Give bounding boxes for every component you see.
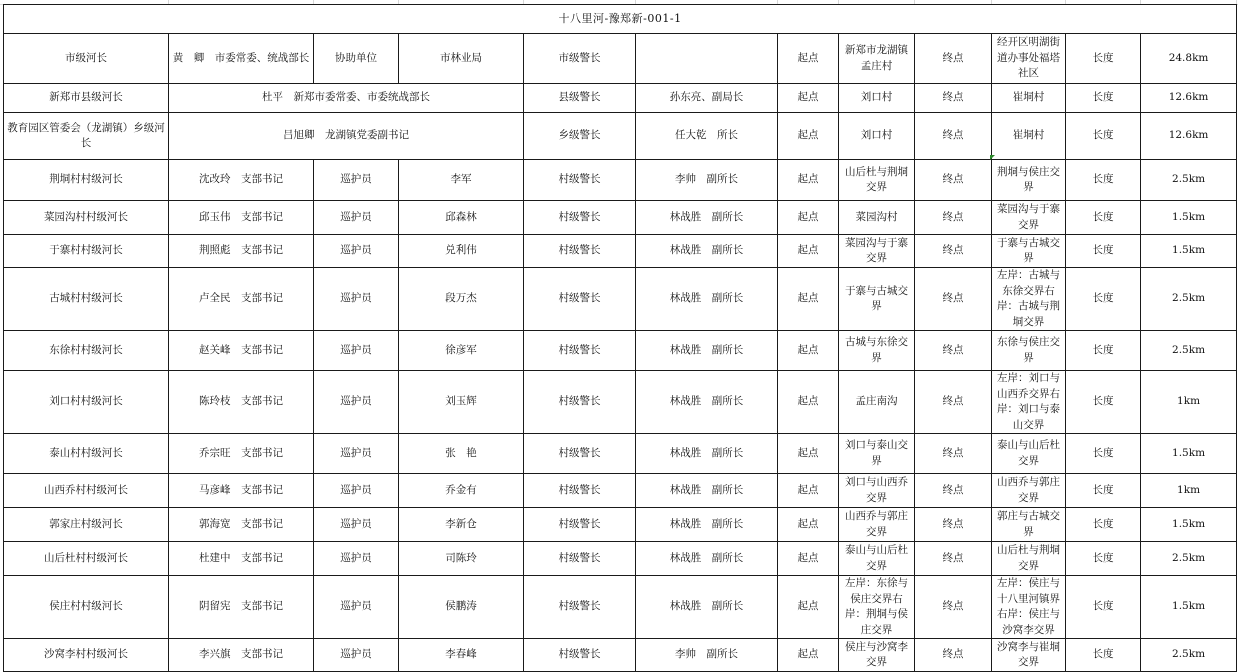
table-row [4,639,1237,672]
village-secretary: 郭海宽 支部书记 [169,508,314,542]
village-start: 左岸：东徐与侯庄交界右岸：荆垌与侯庄交界 [839,576,915,639]
river-chief-table [3,4,1237,672]
start-label: 起点 [778,235,839,268]
village-patroller: 兑利伟 [399,235,524,268]
village-end: 左岸：刘口与山西乔交界右岸：刘口与泰山交界 [992,371,1066,434]
village-secretary: 马彦峰 支部书记 [169,474,314,508]
end-label: 终点 [915,331,992,371]
village-length: 2.5km [1141,542,1237,576]
village-police-role: 村级警长 [524,508,636,542]
end-label: 终点 [915,434,992,474]
township-person: 吕旭卿 龙湖镇党委副书记 [169,113,524,160]
start-label: 起点 [778,34,839,84]
patrol-label: 巡护员 [314,268,399,331]
village-end: 左岸：侯庄与十八里河镇界右岸：侯庄与沙窝李交界 [992,576,1066,639]
county-length: 12.6km [1141,84,1237,113]
village-role: 侯庄村村级河长 [4,576,169,639]
village-secretary: 邱玉伟 支部书记 [169,201,314,235]
county-police-role: 县级警长 [524,84,636,113]
county-police-person: 孙东亮、副局长 [636,84,778,113]
village-police-person: 林战胜 副所长 [636,508,778,542]
length-label: 长度 [1066,434,1141,474]
village-start: 刘口与山西乔交界 [839,474,915,508]
patrol-label: 巡护员 [314,201,399,235]
village-role: 荆垌村村级河长 [4,160,169,201]
length-label: 长度 [1066,371,1141,434]
table-row [4,576,1237,639]
start-label: 起点 [778,508,839,542]
table-row [4,542,1237,576]
village-role: 古城村村级河长 [4,268,169,331]
table-row [4,434,1237,474]
village-start: 刘口与泰山交界 [839,434,915,474]
length-label: 长度 [1066,331,1141,371]
village-patroller: 李军 [399,160,524,201]
village-start: 孟庄南沟 [839,371,915,434]
village-police-person: 林战胜 副所长 [636,268,778,331]
township-end: 崔垌村 [992,113,1066,160]
village-end: 泰山与山后杜交界 [992,434,1066,474]
village-end: 沙窝李与崔垌交界 [992,639,1066,672]
start-label: 起点 [778,576,839,639]
end-label: 终点 [915,371,992,434]
township-length: 12.6km [1141,113,1237,160]
village-police-person: 林战胜 副所长 [636,371,778,434]
township-start: 刘口村 [839,113,915,160]
village-length: 1km [1141,371,1237,434]
length-label: 长度 [1066,84,1141,113]
end-label: 终点 [915,474,992,508]
village-police-role: 村级警长 [524,474,636,508]
patrol-label: 巡护员 [314,639,399,672]
length-label: 长度 [1066,576,1141,639]
county-person: 杜平 新郑市委常委、市委统战部长 [169,84,524,113]
village-length: 2.5km [1141,268,1237,331]
table-row [4,268,1237,331]
assist-label: 协助单位 [314,34,399,84]
village-length: 1.5km [1141,576,1237,639]
length-label: 长度 [1066,474,1141,508]
title-row [4,5,1237,34]
patrol-label: 巡护员 [314,160,399,201]
village-secretary: 杜建中 支部书记 [169,542,314,576]
village-police-person: 林战胜 副所长 [636,235,778,268]
end-label: 终点 [915,542,992,576]
length-label: 长度 [1066,201,1141,235]
village-police-role: 村级警长 [524,331,636,371]
village-patroller: 段万杰 [399,268,524,331]
start-label: 起点 [778,84,839,113]
village-patroller: 张 艳 [399,434,524,474]
patrol-label: 巡护员 [314,235,399,268]
village-role: 沙窝李村村级河长 [4,639,169,672]
village-length: 2.5km [1141,639,1237,672]
length-label: 长度 [1066,268,1141,331]
table-row [4,201,1237,235]
village-patroller: 侯鹏涛 [399,576,524,639]
township-row [4,113,1237,160]
township-police-role: 乡级警长 [524,113,636,160]
end-label: 终点 [915,639,992,672]
village-end: 山后杜与荆垌交界 [992,542,1066,576]
length-label: 长度 [1066,113,1141,160]
village-end: 左岸：古城与东徐交界右岸：古城与荆垌交界 [992,268,1066,331]
village-length: 1.5km [1141,235,1237,268]
assist-unit: 市林业局 [399,34,524,84]
patrol-label: 巡护员 [314,331,399,371]
village-police-person: 林战胜 副所长 [636,331,778,371]
village-secretary: 阴留宪 支部书记 [169,576,314,639]
patrol-label: 巡护员 [314,508,399,542]
end-label: 终点 [915,268,992,331]
village-patroller: 刘玉辉 [399,371,524,434]
village-secretary: 乔宗旺 支部书记 [169,434,314,474]
village-police-role: 村级警长 [524,434,636,474]
city-start: 新郑市龙湖镇孟庄村 [839,34,915,84]
village-start: 古城与东徐交界 [839,331,915,371]
county-role: 新郑市县级河长 [4,84,169,113]
village-police-person: 林战胜 副所长 [636,474,778,508]
cell-comment-marker [990,155,995,160]
village-role: 于寨村村级河长 [4,235,169,268]
table-row [4,160,1237,201]
village-police-person: 林战胜 副所长 [636,201,778,235]
end-label: 终点 [915,160,992,201]
end-label: 终点 [915,508,992,542]
village-start: 山后杜与荆垌交界 [839,160,915,201]
village-police-role: 村级警长 [524,542,636,576]
village-role: 菜园沟村村级河长 [4,201,169,235]
township-role: 教育园区管委会（龙湖镇）乡级河长 [4,113,169,160]
village-end: 东徐与侯庄交界 [992,331,1066,371]
village-patroller: 李新仓 [399,508,524,542]
village-role: 泰山村村级河长 [4,434,169,474]
patrol-label: 巡护员 [314,542,399,576]
village-police-role: 村级警长 [524,268,636,331]
table-title: 十八里河-豫郑新-001-1 [4,5,1237,34]
length-label: 长度 [1066,160,1141,201]
village-length: 1.5km [1141,434,1237,474]
patrol-label: 巡护员 [314,434,399,474]
end-label: 终点 [915,34,992,84]
village-end: 菜园沟与于寨交界 [992,201,1066,235]
city-role: 市级河长 [4,34,169,84]
village-patroller: 乔金有 [399,474,524,508]
village-police-person: 林战胜 副所长 [636,542,778,576]
village-length: 1.5km [1141,508,1237,542]
city-end: 经开区明湖街道办事处福塔社区 [992,34,1066,84]
county-end: 崔垌村 [992,84,1066,113]
start-label: 起点 [778,113,839,160]
village-end: 郭庄与古城交界 [992,508,1066,542]
end-label: 终点 [915,84,992,113]
village-police-role: 村级警长 [524,201,636,235]
table-row [4,235,1237,268]
village-police-role: 村级警长 [524,639,636,672]
village-end: 荆垌与侯庄交界 [992,160,1066,201]
length-label: 长度 [1066,639,1141,672]
start-label: 起点 [778,639,839,672]
city-row [4,34,1237,84]
village-secretary: 陈玲枝 支部书记 [169,371,314,434]
start-label: 起点 [778,434,839,474]
city-person: 黄 卿 市委常委、统战部长 [169,34,314,84]
county-start: 刘口村 [839,84,915,113]
start-label: 起点 [778,268,839,331]
city-police-role: 市级警长 [524,34,636,84]
village-patroller: 李春峰 [399,639,524,672]
patrol-label: 巡护员 [314,474,399,508]
county-row [4,84,1237,113]
village-secretary: 赵关峰 支部书记 [169,331,314,371]
village-role: 山西乔村村级河长 [4,474,169,508]
village-police-person: 李帅 副所长 [636,639,778,672]
end-label: 终点 [915,201,992,235]
village-start: 菜园沟村 [839,201,915,235]
village-secretary: 李兴旗 支部书记 [169,639,314,672]
start-label: 起点 [778,542,839,576]
village-police-role: 村级警长 [524,576,636,639]
village-start: 山西乔与郭庄交界 [839,508,915,542]
village-secretary: 卢全民 支部书记 [169,268,314,331]
township-police-person: 任大乾 所长 [636,113,778,160]
end-label: 终点 [915,235,992,268]
village-length: 1.5km [1141,201,1237,235]
village-length: 1km [1141,474,1237,508]
length-label: 长度 [1066,508,1141,542]
village-length: 2.5km [1141,331,1237,371]
table-row [4,371,1237,434]
end-label: 终点 [915,113,992,160]
start-label: 起点 [778,371,839,434]
village-end: 山西乔与郭庄交界 [992,474,1066,508]
village-length: 2.5km [1141,160,1237,201]
start-label: 起点 [778,331,839,371]
village-role: 东徐村村级河长 [4,331,169,371]
start-label: 起点 [778,474,839,508]
start-label: 起点 [778,201,839,235]
patrol-label: 巡护员 [314,371,399,434]
village-police-person: 李帅 副所长 [636,160,778,201]
end-label: 终点 [915,576,992,639]
table-row [4,508,1237,542]
village-police-role: 村级警长 [524,371,636,434]
village-police-person: 林战胜 副所长 [636,576,778,639]
start-label: 起点 [778,160,839,201]
length-label: 长度 [1066,542,1141,576]
village-role: 刘口村村级河长 [4,371,169,434]
village-secretary: 沈改玲 支部书记 [169,160,314,201]
village-role: 郭家庄村级河长 [4,508,169,542]
village-secretary: 荆照彪 支部书记 [169,235,314,268]
city-police-person [636,34,778,84]
patrol-label: 巡护员 [314,576,399,639]
table-row [4,331,1237,371]
village-patroller: 邱森林 [399,201,524,235]
village-police-role: 村级警长 [524,235,636,268]
village-start: 侯庄与沙窝李交界 [839,639,915,672]
village-start: 于寨与古城交界 [839,268,915,331]
village-patroller: 司陈玲 [399,542,524,576]
table-row [4,474,1237,508]
village-police-role: 村级警长 [524,160,636,201]
village-start: 菜园沟与于寨交界 [839,235,915,268]
village-role: 山后杜村村级河长 [4,542,169,576]
village-start: 泰山与山后杜交界 [839,542,915,576]
length-label: 长度 [1066,34,1141,84]
village-patroller: 徐彦军 [399,331,524,371]
village-police-person: 林战胜 副所长 [636,434,778,474]
city-length: 24.8km [1141,34,1237,84]
village-end: 于寨与古城交界 [992,235,1066,268]
length-label: 长度 [1066,235,1141,268]
